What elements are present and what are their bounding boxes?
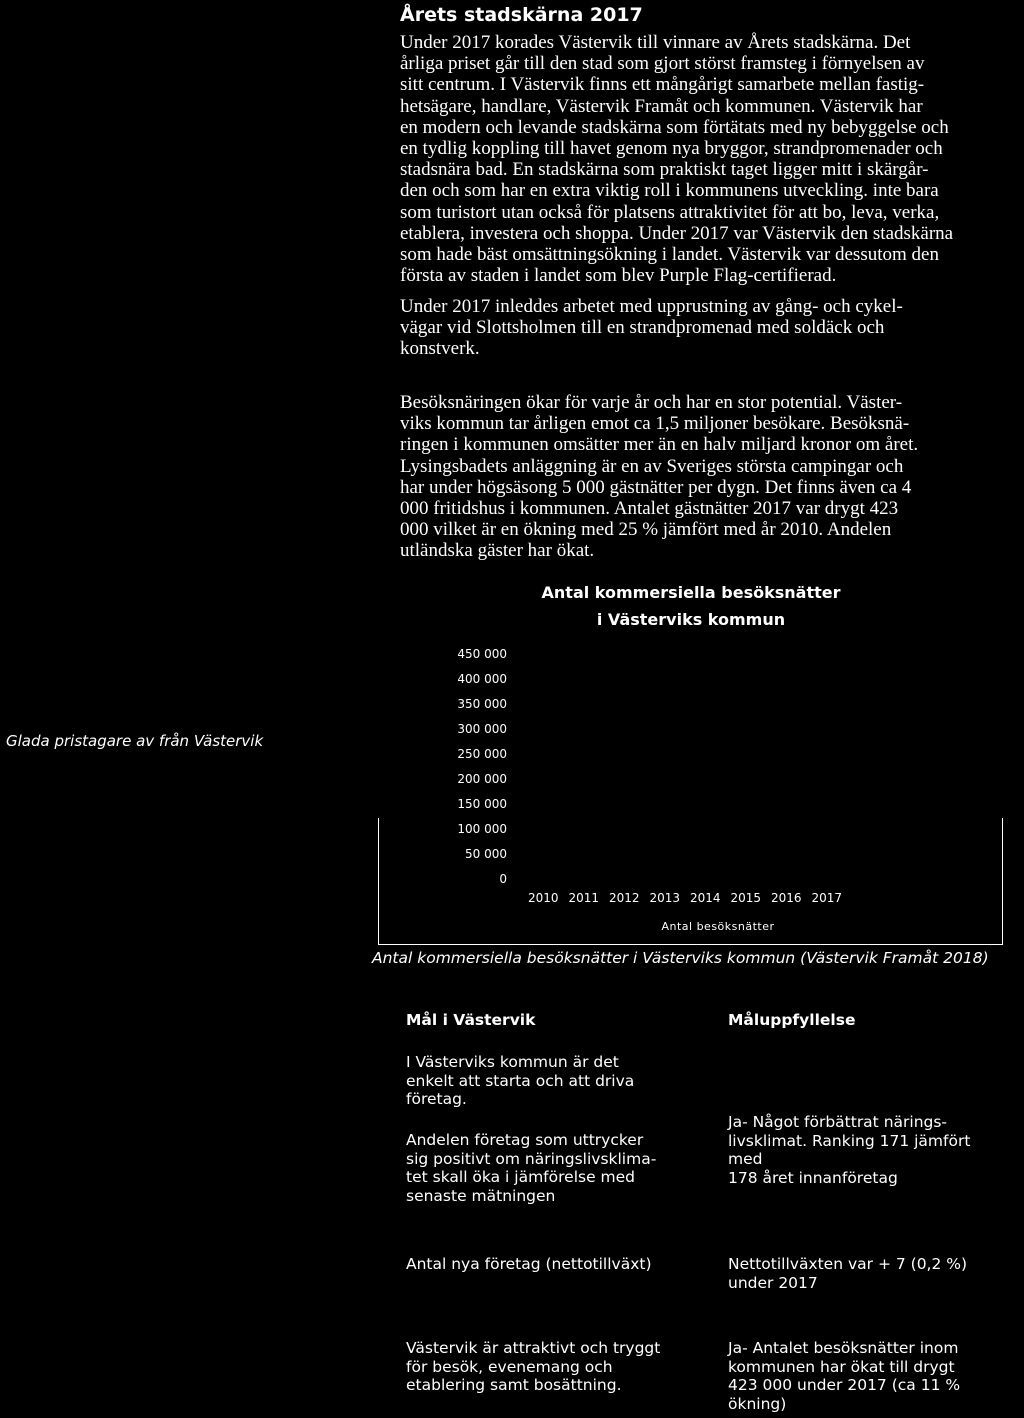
section-heading: Årets stadskärna 2017: [400, 4, 643, 26]
x-tick-label: 2010: [527, 891, 559, 905]
result-text-2: [728, 1255, 1018, 1292]
text-line: senaste mätningen: [406, 1186, 556, 1205]
text-line: en tydlig koppling till havet genom nya bryggor, strandpromenader och: [400, 138, 943, 160]
visitor-nights-chart: [378, 578, 1004, 938]
text-line: Ja- Antalet besöksnätter inom: [728, 1339, 959, 1357]
goal-text-1: [406, 1131, 706, 1205]
text-line: ringen i kommunen omsätter mer än en halv miljard kronor om året.: [400, 434, 919, 456]
text-line: som hade bäst omsättningsökning i landet. Västervik var dessutom den: [400, 244, 939, 266]
y-tick-label: 200 000: [457, 772, 507, 786]
paragraph-tourism: [400, 392, 1022, 562]
text-line: den och som har en extra viktig roll i kommunens utveckling. inte bara: [400, 180, 939, 202]
text-line: enkelt att starta och att driva: [406, 1071, 635, 1090]
x-tick-label: 2016: [770, 891, 802, 905]
result-text-3: [728, 1339, 1018, 1413]
goal-text-2: [406, 1255, 706, 1274]
text-line: etablering samt bosättning.: [406, 1376, 622, 1395]
y-tick-label: 300 000: [457, 722, 507, 736]
y-tick-label: 150 000: [457, 797, 507, 811]
chart-title-line: i Västerviks kommun: [596, 610, 786, 629]
text-line: en modern och levande stadskärna som förtätats med ny bebyggelse och: [400, 116, 949, 138]
x-tick-label: 2017: [811, 891, 843, 905]
y-tick-label: 0: [499, 872, 507, 886]
x-tick-label: 2011: [568, 891, 600, 905]
chart-caption: Antal kommersiella besöksnätter i Västerviks kommun (Västervik Framåt 2018): [372, 949, 989, 967]
y-tick-label: 100 000: [457, 822, 507, 836]
text-line: viks kommun tar årligen emot ca 1,5 miljoner besökare. Besöksnä-: [400, 413, 910, 435]
goal-text-0: [406, 1053, 706, 1109]
text-line: Under 2017 korades Västervik till vinnare av Årets stadskärna. Det: [400, 32, 911, 53]
x-tick-label: 2013: [649, 891, 681, 905]
text-line: hetsägare, handlare, Västervik Framåt och kommunen. Västervik har: [400, 95, 923, 117]
text-line: konstverk.: [400, 338, 480, 360]
text-line: I Västerviks kommun är det: [406, 1053, 619, 1071]
text-line: stadsnära bad. En stadskärna som praktiskt taget ligger mitt i skärgår-: [400, 159, 929, 181]
text-line: sig positivt om näringslivsklima-: [406, 1149, 657, 1168]
text-line: tet skall öka i jämförelse med: [406, 1168, 636, 1187]
x-tick-label: 2015: [730, 891, 762, 905]
x-tick-label: 2012: [608, 891, 640, 905]
x-tick-label: 2014: [689, 891, 721, 905]
text-line: under 2017: [728, 1273, 818, 1292]
y-tick-label: 450 000: [457, 647, 507, 661]
goals-left-header: Mål i Västervik: [406, 1011, 536, 1029]
legend-label: Antal besöksnätter: [661, 920, 775, 933]
text-line: 000 fritidshus i kommunen. Antalet gästnätter 2017 var drygt 423: [400, 498, 899, 520]
text-line: Nettotillväxten var + 7 (0,2 %): [728, 1255, 968, 1273]
text-line: kommunen har ökat till drygt: [728, 1357, 955, 1376]
y-tick-label: 350 000: [457, 697, 507, 711]
text-line: Besöksnäringen ökar för varje år och har en stor potential. Väster-: [400, 392, 903, 413]
text-line: ökning): [728, 1394, 787, 1413]
result-text-1: [728, 1113, 1018, 1187]
text-line: sitt centrum. I Västervik finns ett mångårigt samarbete mellan fastig-: [400, 74, 925, 96]
text-line: för besök, evenemang och: [406, 1357, 613, 1376]
text-line: livsklimat. Ranking 171 jämfört: [728, 1131, 971, 1150]
text-line: etablera, investera och shoppa. Under 2017 var Västervik den stadskärna: [400, 222, 954, 244]
text-line: Andelen företag som uttrycker: [406, 1131, 644, 1149]
y-tick-label: 250 000: [457, 747, 507, 761]
text-line: Lysingsbadets anläggning är en av Sveriges största campingar och: [400, 455, 904, 477]
text-line: som turistort utan också för platsens attraktivitet för att bo, leva, verka,: [400, 201, 940, 223]
text-line: årliga priset går till den stad som gjort störst framsteg i förnyelsen av: [400, 53, 925, 75]
text-line: med: [728, 1150, 763, 1169]
text-line: vägar vid Slottsholmen till en strandpromenad med soldäck och: [400, 317, 885, 339]
text-line: Under 2017 inleddes arbetet med upprustning av gång- och cykel-: [400, 296, 903, 317]
text-line: företag.: [406, 1090, 467, 1109]
paragraph-award: [400, 32, 1022, 286]
text-line: utländska gäster har ökat.: [400, 540, 595, 562]
photo-caption: Glada pristagare av från Västervik: [6, 732, 264, 750]
text-line: har under högsäsong 5 000 gästnätter per dygn. Det finns även ca 4: [400, 476, 912, 498]
y-tick-label: 400 000: [457, 672, 507, 686]
paragraph-promenade: [400, 296, 1022, 360]
text-line: Ja- Något förbättrat närings-: [728, 1113, 948, 1131]
text-line: Västervik är attraktivt och tryggt: [406, 1339, 661, 1357]
text-line: första av staden i landet som blev Purple Flag-certifierad.: [400, 265, 837, 287]
goals-right-header: Måluppfyllelse: [728, 1011, 856, 1029]
text-line: 423 000 under 2017 (ca 11 %: [728, 1376, 961, 1395]
chart-title-line: Antal kommersiella besöksnätter: [541, 583, 841, 602]
text-line: Antal nya företag (nettotillväxt): [406, 1255, 652, 1273]
goal-text-3: [406, 1339, 706, 1395]
text-line: 178 året innanföretag: [728, 1168, 898, 1187]
text-line: 000 vilket är en ökning med 25 % jämfört med år 2010. Andelen: [400, 519, 892, 541]
y-tick-label: 50 000: [465, 847, 507, 861]
